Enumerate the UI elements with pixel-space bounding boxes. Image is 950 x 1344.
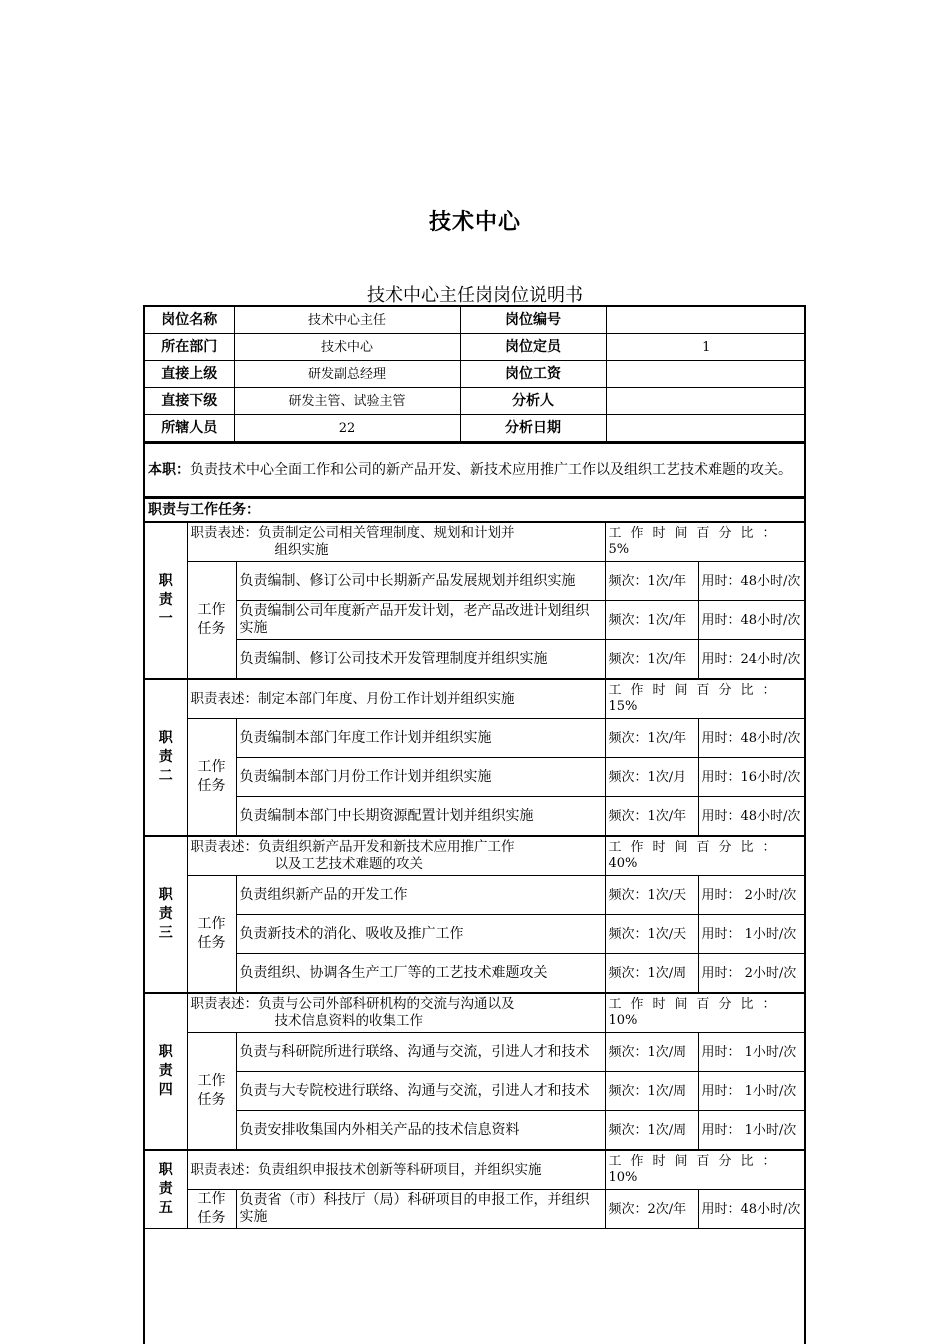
duty-statement-row: [145, 522, 806, 562]
task-label-text: 工作任务: [197, 916, 226, 951]
duty-statement: [187, 522, 605, 562]
time-percentage: [605, 993, 806, 1033]
duty-name: [145, 1150, 187, 1229]
task-description: 负责与大专院校进行联络、沟通与交流，引进人才和技术: [236, 1072, 605, 1111]
info-row: [145, 361, 806, 388]
info-value: [606, 388, 806, 415]
info-value: 技术中心: [234, 334, 460, 361]
duty-name-char: 三: [158, 925, 173, 941]
job-description-table: [143, 305, 806, 1344]
task-frequency: 频次：1次/天: [605, 876, 698, 915]
task-duration: 用时：16小时/次: [698, 758, 806, 797]
info-label: 岗位定员: [460, 334, 606, 361]
task-description: 负责省（市）科技厅（局）科研项目的申报工作，并组织实施: [236, 1190, 605, 1229]
task-duration: 用时：48小时/次: [698, 601, 806, 640]
duty-statement: [187, 836, 605, 876]
info-value: [606, 361, 806, 388]
info-label: 直接下级: [145, 388, 234, 415]
duty-statement: [187, 679, 605, 719]
task-description: 负责组织、协调各生产工厂等的工艺技术难题攻关: [236, 954, 605, 994]
duty-name-char: 职: [158, 730, 173, 746]
duty-name-char: 四: [158, 1082, 173, 1098]
info-row: [145, 334, 806, 361]
task-duration: 用时：24小时/次: [698, 640, 806, 680]
duties-table: [145, 498, 806, 1229]
task-duration: 用时： 2小时/次: [698, 954, 806, 994]
info-label: 分析日期: [460, 415, 606, 442]
task-label-text: 工作任务: [197, 1073, 226, 1108]
task-description: 负责组织新产品的开发工作: [236, 876, 605, 915]
duty-name-char: 责: [158, 749, 173, 765]
info-label: 岗位名称: [145, 307, 234, 334]
statement-prefix: 职责表述：: [190, 1161, 258, 1178]
task-label: [187, 1190, 236, 1229]
statement-text: 负责与公司外部科研机构的交流与沟通以及: [258, 996, 515, 1012]
task-row: [145, 797, 806, 837]
percentage-label: 工作时间百分比：: [608, 997, 785, 1012]
info-row: [145, 415, 806, 442]
percentage-label: 工作时间百分比：: [608, 526, 785, 541]
statement-text: 制定本部门年度、月份工作计划并组织实施: [258, 690, 515, 707]
task-label-text: 工作任务: [197, 759, 226, 794]
percentage-value: 10%: [608, 1013, 638, 1028]
info-row: [145, 388, 806, 415]
document-title: 技术中心: [428, 210, 521, 235]
task-row: [145, 719, 806, 758]
task-duration: 用时：48小时/次: [698, 797, 806, 837]
task-row: [145, 915, 806, 954]
duty-statement-row: [145, 836, 806, 876]
task-duration: 用时： 2小时/次: [698, 876, 806, 915]
task-frequency: 频次：1次/年: [605, 601, 698, 640]
statement-continuation: 技术信息资料的收集工作: [274, 1013, 423, 1029]
duty-name-char: 职: [158, 573, 173, 589]
statement-prefix: 职责表述：: [190, 525, 258, 541]
percentage-label: 工作时间百分比：: [608, 683, 785, 698]
task-label-text: 工作任务: [197, 602, 226, 637]
statement-text: 负责制定公司相关管理制度、规划和计划并: [258, 525, 515, 541]
task-duration: 用时： 1小时/次: [698, 1072, 806, 1111]
task-description: 负责编制本部门年度工作计划并组织实施: [236, 719, 605, 758]
info-label: 岗位编号: [460, 307, 606, 334]
duty-name-char: 职: [158, 1162, 173, 1178]
duty-name-char: 职: [158, 887, 173, 903]
task-frequency: 频次：1次/周: [605, 1072, 698, 1111]
info-label: 所在部门: [145, 334, 234, 361]
task-duration: 用时： 1小时/次: [698, 915, 806, 954]
task-row: [145, 1190, 806, 1229]
task-row: [145, 1072, 806, 1111]
info-value: 研发副总经理: [234, 361, 460, 388]
info-label: 所辖人员: [145, 415, 234, 442]
task-description: 负责与科研院所进行联络、沟通与交流，引进人才和技术: [236, 1033, 605, 1072]
duty-statement: [187, 1150, 605, 1190]
percentage-value: 5%: [608, 542, 630, 557]
duty-name-char: 责: [158, 906, 173, 922]
task-frequency: 频次：1次/周: [605, 954, 698, 994]
info-value: 研发主管、试验主管: [234, 388, 460, 415]
task-row: [145, 758, 806, 797]
duty-statement: [187, 993, 605, 1033]
duty-name: [145, 522, 187, 679]
duty-statement-row: [145, 993, 806, 1033]
task-description: 负责编制、修订公司中长期新产品发展规划并组织实施: [236, 562, 605, 601]
task-label: [187, 876, 236, 994]
task-label: [187, 562, 236, 680]
info-row: [145, 307, 806, 334]
task-description: 负责新技术的消化、吸收及推广工作: [236, 915, 605, 954]
info-value: 1: [606, 334, 806, 361]
info-value: 技术中心主任: [234, 307, 460, 334]
task-frequency: 频次：1次/月: [605, 758, 698, 797]
task-description: 负责编制、修订公司技术开发管理制度并组织实施: [236, 640, 605, 680]
percentage-label: 工作时间百分比：: [608, 1154, 785, 1169]
info-value: 22: [234, 415, 460, 442]
duty-name-char: 五: [158, 1200, 173, 1216]
duty-name-char: 责: [158, 1063, 173, 1079]
basic-info-table: [145, 307, 806, 442]
info-value: [606, 307, 806, 334]
duty-name-char: 二: [158, 768, 173, 784]
task-duration: 用时：48小时/次: [698, 1190, 806, 1229]
document-subtitle: 技术中心主任岗岗位说明书: [367, 285, 583, 306]
percentage-value: 15%: [608, 699, 638, 714]
percentage-value: 10%: [608, 1170, 638, 1185]
task-row: [145, 601, 806, 640]
task-description: 负责编制公司年度新产品开发计划，老产品改进计划组织实施: [236, 601, 605, 640]
task-label: [187, 1033, 236, 1151]
summary-table: [145, 442, 806, 498]
task-frequency: 频次：1次/周: [605, 1111, 698, 1151]
task-duration: 用时： 1小时/次: [698, 1033, 806, 1072]
summary-text: 负责技术中心全面工作和公司的新产品开发、新技术应用推广工作以及组织工艺技术难题的攻关。: [190, 462, 792, 478]
task-row: [145, 876, 806, 915]
task-frequency: 频次：1次/周: [605, 1033, 698, 1072]
time-percentage: [605, 679, 806, 719]
statement-prefix: 职责表述：: [190, 690, 258, 707]
statement-prefix: 职责表述：: [190, 996, 258, 1012]
duty-name-char: 责: [158, 1181, 173, 1197]
task-description: 负责编制本部门中长期资源配置计划并组织实施: [236, 797, 605, 837]
summary-cell: [145, 443, 806, 497]
task-label-text: 工作任务: [197, 1191, 226, 1226]
task-row: [145, 640, 806, 680]
duty-statement-row: [145, 679, 806, 719]
summary-label: 本职：: [148, 462, 190, 478]
duty-name: [145, 679, 187, 836]
percentage-label: 工作时间百分比：: [608, 840, 785, 855]
task-duration: 用时：48小时/次: [698, 562, 806, 601]
task-frequency: 频次：1次/年: [605, 562, 698, 601]
duty-statement-row: [145, 1150, 806, 1190]
time-percentage: [605, 522, 806, 562]
info-label: 岗位工资: [460, 361, 606, 388]
duty-name-char: 一: [158, 611, 173, 627]
task-row: [145, 562, 806, 601]
task-frequency: 频次：2次/年: [605, 1190, 698, 1229]
info-label: 直接上级: [145, 361, 234, 388]
statement-text: 负责组织申报技术创新等科研项目，并组织实施: [258, 1161, 542, 1178]
task-frequency: 频次：1次/年: [605, 640, 698, 680]
task-frequency: 频次：1次/年: [605, 719, 698, 758]
statement-continuation: 以及工艺技术难题的攻关: [274, 856, 423, 872]
task-label: [187, 719, 236, 837]
task-duration: 用时：48小时/次: [698, 719, 806, 758]
task-duration: 用时： 1小时/次: [698, 1111, 806, 1151]
time-percentage: [605, 1150, 806, 1190]
time-percentage: [605, 836, 806, 876]
task-row: [145, 1033, 806, 1072]
statement-prefix: 职责表述：: [190, 839, 258, 855]
duty-name: [145, 993, 187, 1150]
statement-continuation: 组织实施: [274, 542, 329, 558]
duty-name: [145, 836, 187, 993]
task-frequency: 频次：1次/年: [605, 797, 698, 837]
task-frequency: 频次：1次/天: [605, 915, 698, 954]
duty-name-char: 责: [158, 592, 173, 608]
statement-text: 负责组织新产品开发和新技术应用推广工作: [258, 839, 515, 855]
task-row: [145, 954, 806, 994]
task-description: 负责安排收集国内外相关产品的技术信息资料: [236, 1111, 605, 1151]
task-row: [145, 1111, 806, 1151]
info-label: 分析人: [460, 388, 606, 415]
duties-header: 职责与工作任务：: [145, 499, 806, 523]
duty-name-char: 职: [158, 1044, 173, 1060]
task-description: 负责编制本部门月份工作计划并组织实施: [236, 758, 605, 797]
info-value: [606, 415, 806, 442]
percentage-value: 40%: [608, 856, 638, 871]
